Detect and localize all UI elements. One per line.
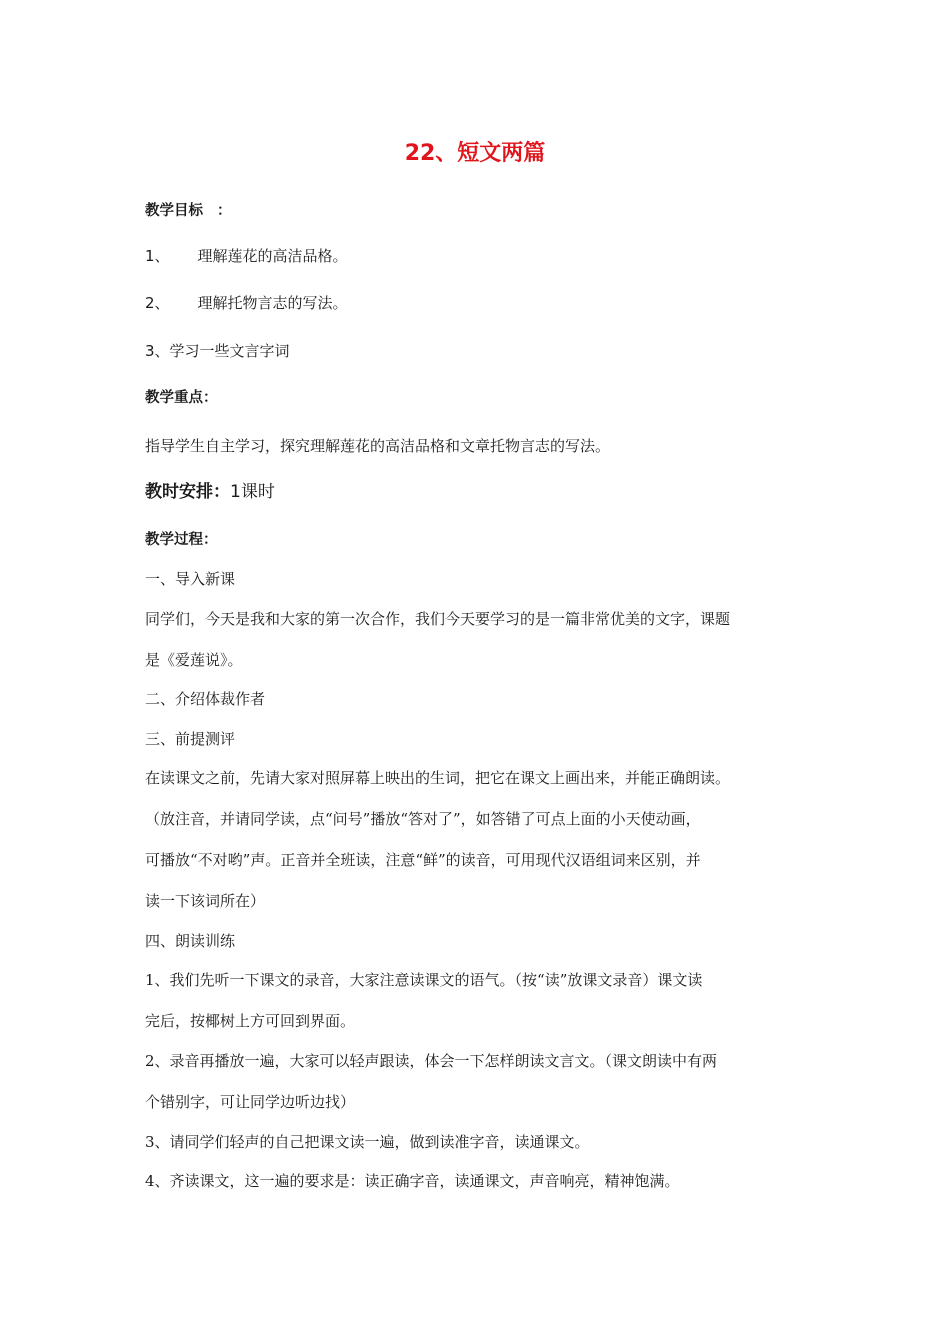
objective-item (145, 293, 815, 313)
objective-text: 学习一些文言字词 (169, 342, 290, 360)
process-line: 四、朗读训练 (145, 932, 236, 950)
schedule-unit: 课时 (240, 482, 275, 502)
key-point-text: 指导学生自主学习，探究理解莲花的高洁品格和文章托物言志的写法。 (145, 437, 611, 455)
process-line: 一、导入新课 (145, 570, 236, 588)
objective-text: 理解托物言志的写法。 (197, 294, 348, 312)
objective-number: 1、 (145, 247, 170, 265)
objective-text: 理解莲花的高洁品格。 (197, 247, 348, 265)
objective-number: 3、 (145, 342, 170, 360)
document-title: 22、短文两篇 (404, 141, 546, 166)
objectives-heading (145, 201, 815, 221)
process-line: 4、齐读课文，这一遍的要求是：读正确字音，读通课文，声音响亮，精神饱满。 (145, 1172, 680, 1190)
process-line: 1、我们先听一下课文的录音，大家注意读课文的语气。（按“读”放课文录音）课文读 (145, 971, 703, 989)
key-point-heading: 教学重点： (145, 390, 218, 406)
objective-number: 2、 (145, 294, 170, 312)
process-line: 在读课文之前，先请大家对照屏幕上映出的生词，把它在课文上画出来，并能正确朗读。 (145, 769, 731, 787)
process-line: （放注音，并请同学读，点“问号”播放“答对了”，如答错了可点上面的小天使动画， (145, 810, 701, 828)
objectives-heading-colon: ： (217, 203, 232, 219)
process-line: 读一下该词所在） (145, 892, 266, 910)
process-heading: 教学过程： (145, 532, 218, 548)
process-line: 可播放“不对哟”声。正音并全班读，注意“鲜”的读音，可用现代汉语组词来区别，并 (145, 851, 701, 869)
objective-item (145, 341, 815, 361)
process-line: 三、前提测评 (145, 730, 236, 748)
process-line: 3、请同学们轻声的自己把课文读一遍，做到读准字音，读通课文。 (145, 1133, 590, 1151)
process-line: 2、录音再播放一遍，大家可以轻声跟读，体会一下怎样朗读文言文。（课文朗读中有两 (145, 1052, 718, 1070)
process-line: 同学们，今天是我和大家的第一次合作，我们今天要学习的是一篇非常优美的文字，课题 (145, 610, 731, 628)
process-line: 完后，按椰树上方可回到界面。 (145, 1012, 356, 1030)
objectives-heading-text: 教学目标 (145, 203, 203, 219)
schedule-label: 教时安排： (145, 482, 230, 502)
schedule (145, 482, 815, 502)
objective-item (145, 246, 815, 266)
process-line: 是《爱莲说》。 (145, 651, 243, 669)
process-line: 二、介绍体裁作者 (145, 690, 266, 708)
process-line: 个错别字，可让同学边听边找） (145, 1093, 356, 1111)
schedule-value: 1 (230, 482, 241, 502)
